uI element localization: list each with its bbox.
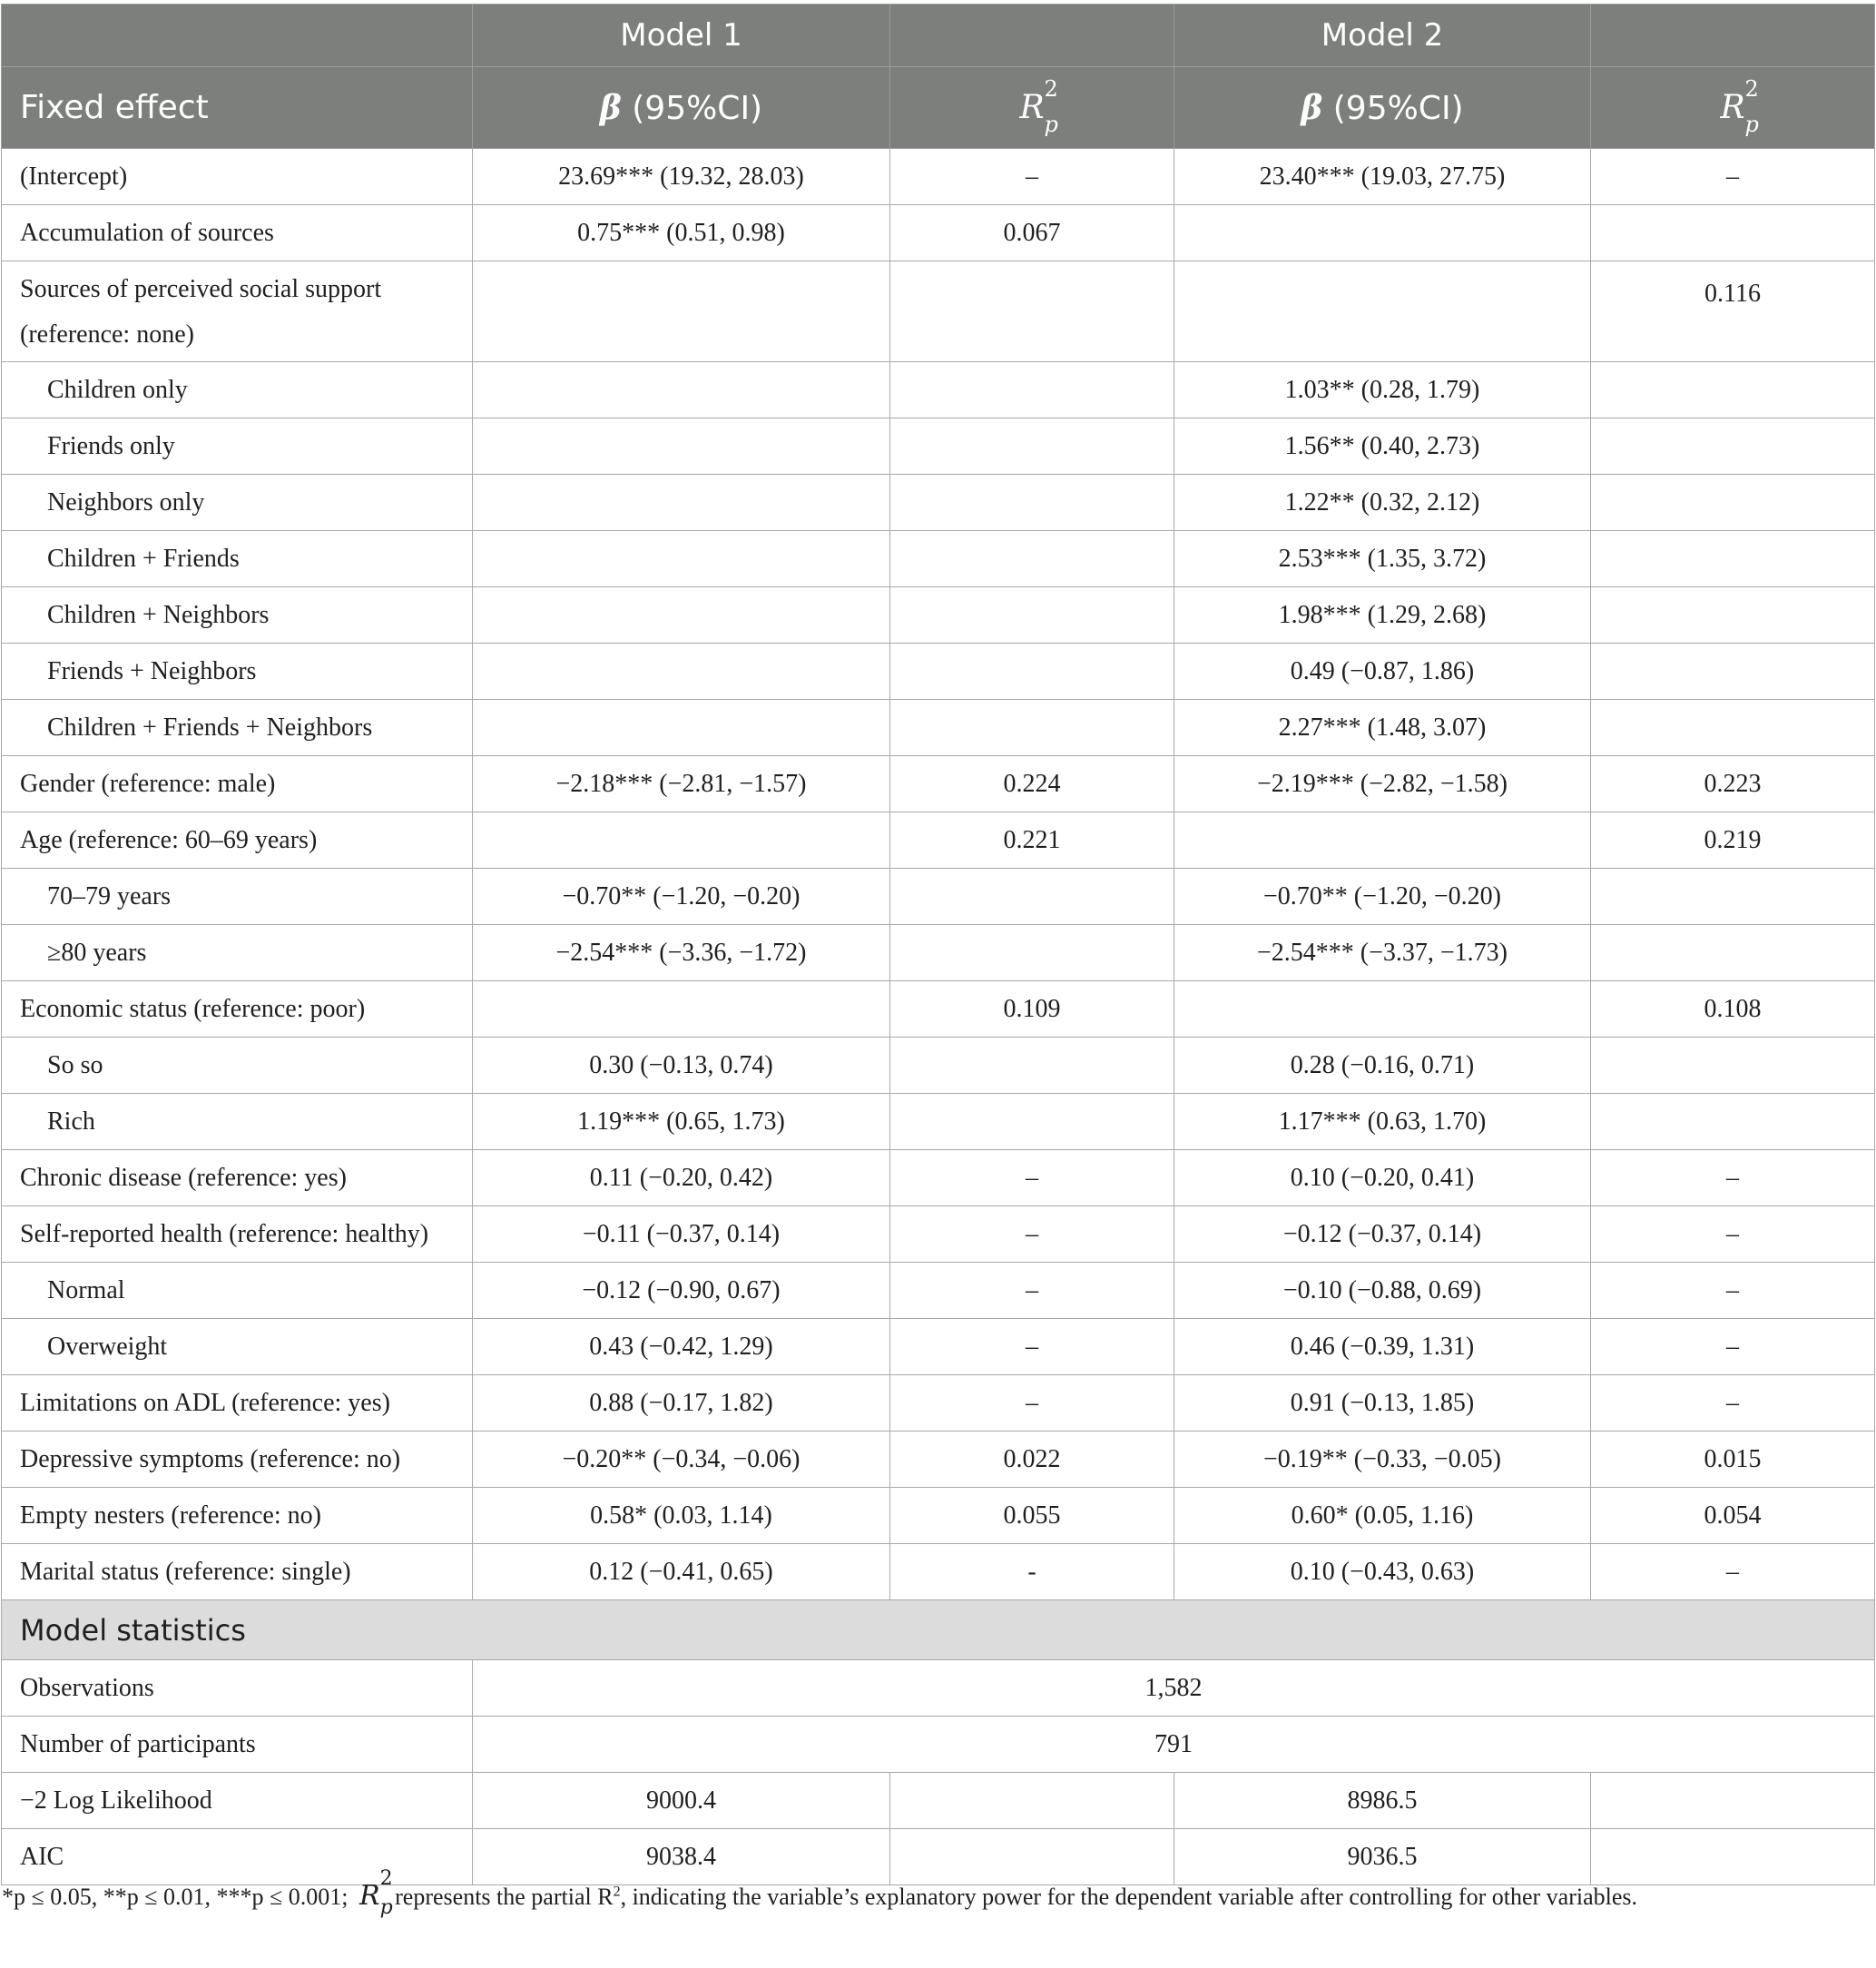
table-row bbox=[2, 1432, 1875, 1488]
footnote-rp-symbol: R 2 p bbox=[359, 1867, 393, 1919]
model1-beta-cell bbox=[473, 475, 890, 531]
row-label bbox=[2, 261, 473, 362]
model2-beta-cell bbox=[1174, 812, 1591, 869]
model1-beta-cell: 0.75*** (0.51, 0.98) bbox=[473, 205, 890, 261]
table-row bbox=[2, 149, 1875, 205]
model1-beta-cell bbox=[473, 812, 890, 869]
table-row bbox=[2, 925, 1875, 981]
model2-rp-cell bbox=[1591, 205, 1875, 261]
model2-rp-cell bbox=[1591, 1038, 1875, 1094]
table-row bbox=[2, 1717, 1875, 1773]
row-label bbox=[2, 1038, 473, 1094]
row-label bbox=[2, 1319, 473, 1375]
model-statistics-body bbox=[2, 1600, 1875, 1885]
model1-rp-cell: – bbox=[890, 1263, 1174, 1319]
model1-rp-cell bbox=[890, 531, 1174, 587]
model2-beta-cell: 1.56** (0.40, 2.73) bbox=[1174, 418, 1591, 475]
row-label bbox=[2, 1544, 473, 1600]
model2-rp-cell: 0.219 bbox=[1591, 812, 1875, 869]
model1-rp-cell: 0.224 bbox=[890, 756, 1174, 812]
model1-beta-cell: 0.12 (−0.41, 0.65) bbox=[473, 1544, 890, 1600]
row-label-text: Marital status (reference: single) bbox=[20, 1557, 351, 1586]
table-row bbox=[2, 261, 1875, 362]
table-footnote bbox=[2, 1867, 1871, 1919]
model1-beta-cell bbox=[473, 362, 890, 418]
regression-table-container bbox=[1, 4, 1874, 1885]
model1-beta-cell: 0.11 (−0.20, 0.42) bbox=[473, 1150, 890, 1206]
row-label-text: Chronic disease (reference: yes) bbox=[20, 1163, 347, 1192]
model1-beta-cell: 0.58* (0.03, 1.14) bbox=[473, 1488, 890, 1544]
model1-beta-cell bbox=[473, 981, 890, 1038]
model1-beta-cell: 0.30 (−0.13, 0.74) bbox=[473, 1038, 890, 1094]
table-row bbox=[2, 644, 1875, 700]
model2-rp-cell bbox=[1591, 700, 1875, 756]
table-row bbox=[2, 531, 1875, 587]
table-row bbox=[2, 1319, 1875, 1375]
fixed-effects-body bbox=[2, 149, 1875, 1600]
observations-label: Observations bbox=[2, 1660, 473, 1717]
model1-rp-cell bbox=[890, 362, 1174, 418]
row-label-text: Children only bbox=[47, 375, 188, 404]
table-row bbox=[2, 1773, 1875, 1829]
model2-beta-cell: 0.49 (−0.87, 1.86) bbox=[1174, 644, 1591, 700]
model1-beta-cell bbox=[473, 418, 890, 475]
row-label-text: Children + Neighbors bbox=[47, 600, 270, 629]
model1-rp-cell: - bbox=[890, 1544, 1174, 1600]
table-row bbox=[2, 205, 1875, 261]
row-label bbox=[2, 205, 473, 261]
model2-beta-cell: 0.46 (−0.39, 1.31) bbox=[1174, 1319, 1591, 1375]
model1-beta-cell: 1.19*** (0.65, 1.73) bbox=[473, 1094, 890, 1150]
model2-beta-cell: −0.19** (−0.33, −0.05) bbox=[1174, 1432, 1591, 1488]
model2-header: Model 2 bbox=[1174, 5, 1591, 67]
model2-beta-cell: −0.10 (−0.88, 0.69) bbox=[1174, 1263, 1591, 1319]
table-row bbox=[2, 869, 1875, 925]
model1-rp-cell bbox=[890, 869, 1174, 925]
table-row bbox=[2, 812, 1875, 869]
model2-rp-cell: – bbox=[1591, 1319, 1875, 1375]
model1-rp-cell: 0.067 bbox=[890, 205, 1174, 261]
table-row bbox=[2, 587, 1875, 644]
fixed-effect-header: Fixed effect bbox=[2, 67, 473, 149]
model1-rp-cell bbox=[890, 261, 1174, 362]
model1-beta-cell: −0.70** (−1.20, −0.20) bbox=[473, 869, 890, 925]
model1-rp-cell: 0.022 bbox=[890, 1432, 1174, 1488]
table-row bbox=[2, 756, 1875, 812]
row-label-text: Children + Friends + Neighbors bbox=[47, 713, 373, 742]
model1-rp-cell bbox=[890, 700, 1174, 756]
model1-rp-cell bbox=[890, 475, 1174, 531]
table-row bbox=[2, 475, 1875, 531]
model1-rp-cell: – bbox=[890, 1206, 1174, 1263]
model2-rp-cell bbox=[1591, 531, 1875, 587]
model1-rp-cell: – bbox=[890, 1150, 1174, 1206]
model2-rp-cell: – bbox=[1591, 1206, 1875, 1263]
model2-rp-cell: – bbox=[1591, 1150, 1875, 1206]
model2-beta-cell: 2.53*** (1.35, 3.72) bbox=[1174, 531, 1591, 587]
empty-header-cell bbox=[1591, 5, 1875, 67]
model1-beta-cell bbox=[473, 261, 890, 362]
model2-rp-cell bbox=[1591, 925, 1875, 981]
model1-beta-cell bbox=[473, 700, 890, 756]
model2-beta-cell: −0.12 (−0.37, 0.14) bbox=[1174, 1206, 1591, 1263]
row-label bbox=[2, 756, 473, 812]
model1-header: Model 1 bbox=[473, 5, 890, 67]
regression-table bbox=[1, 4, 1875, 1885]
model-header-row bbox=[2, 5, 1875, 67]
row-label-text: Economic status (reference: poor) bbox=[20, 994, 366, 1023]
row-label-text: Gender (reference: male) bbox=[20, 769, 276, 798]
row-label-text-line2: (reference: none) bbox=[20, 320, 194, 349]
row-label-text: Neighbors only bbox=[47, 487, 205, 517]
model2-rp-cell bbox=[1591, 587, 1875, 644]
model2-beta-cell: 0.60* (0.05, 1.16) bbox=[1174, 1488, 1591, 1544]
table-row bbox=[2, 700, 1875, 756]
model1-beta-cell bbox=[473, 587, 890, 644]
model2-rp-header: R 2 p bbox=[1591, 67, 1875, 149]
model2-beta-cell: 1.22** (0.32, 2.12) bbox=[1174, 475, 1591, 531]
model2-rp-cell bbox=[1591, 644, 1875, 700]
empty-cell bbox=[890, 1829, 1174, 1885]
model2-rp-cell bbox=[1591, 362, 1875, 418]
row-label bbox=[2, 418, 473, 475]
row-label bbox=[2, 869, 473, 925]
model2-rp-cell: – bbox=[1591, 1375, 1875, 1432]
model2-rp-cell: 0.223 bbox=[1591, 756, 1875, 812]
model1-rp-cell bbox=[890, 1094, 1174, 1150]
model2-beta-cell: 1.17*** (0.63, 1.70) bbox=[1174, 1094, 1591, 1150]
row-label-text: Empty nesters (reference: no) bbox=[20, 1501, 321, 1530]
model1-rp-cell bbox=[890, 644, 1174, 700]
table-row bbox=[2, 981, 1875, 1038]
footnote-significance: *p ≤ 0.05, **p ≤ 0.01, ***p ≤ 0.001; bbox=[2, 1884, 349, 1910]
model1-rp-cell: – bbox=[890, 1319, 1174, 1375]
model2-rp-cell bbox=[1591, 418, 1875, 475]
model2-rp-cell: – bbox=[1591, 1263, 1875, 1319]
model2-rp-cell: 0.015 bbox=[1591, 1432, 1875, 1488]
row-label-text: Friends only bbox=[47, 431, 175, 460]
model2-beta-cell: 0.91 (−0.13, 1.85) bbox=[1174, 1375, 1591, 1432]
model2-beta-cell: −2.54*** (−3.37, −1.73) bbox=[1174, 925, 1591, 981]
row-label-text: Limitations on ADL (reference: yes) bbox=[20, 1388, 390, 1417]
model1-beta-cell: −2.54*** (−3.36, −1.72) bbox=[473, 925, 890, 981]
model2-beta-header: β (95%CI) bbox=[1174, 67, 1591, 149]
table-row bbox=[2, 1038, 1875, 1094]
model1-beta-cell: −0.12 (−0.90, 0.67) bbox=[473, 1263, 890, 1319]
aic-model2: 9036.5 bbox=[1174, 1829, 1591, 1885]
model1-beta-cell: −0.11 (−0.37, 0.14) bbox=[473, 1206, 890, 1263]
row-label-text: Normal bbox=[47, 1275, 125, 1304]
empty-cell bbox=[890, 1773, 1174, 1829]
model1-beta-header: β (95%CI) bbox=[473, 67, 890, 149]
row-label bbox=[2, 362, 473, 418]
row-label-text: Sources of perceived social support bbox=[20, 275, 382, 303]
row-label bbox=[2, 1094, 473, 1150]
model1-rp-cell: 0.109 bbox=[890, 981, 1174, 1038]
row-label-text: ≥80 years bbox=[47, 938, 147, 967]
footnote-text-before: represents the partial R bbox=[395, 1884, 614, 1910]
model1-rp-cell: 0.055 bbox=[890, 1488, 1174, 1544]
row-label-text: (Intercept) bbox=[20, 162, 128, 191]
model1-rp-cell bbox=[890, 925, 1174, 981]
model2-beta-cell: 0.28 (−0.16, 0.71) bbox=[1174, 1038, 1591, 1094]
row-label-text: Age (reference: 60–69 years) bbox=[20, 825, 318, 854]
model2-beta-cell: −0.70** (−1.20, −0.20) bbox=[1174, 869, 1591, 925]
table-row bbox=[2, 362, 1875, 418]
row-label bbox=[2, 700, 473, 756]
row-label bbox=[2, 1150, 473, 1206]
table-row bbox=[2, 1660, 1875, 1717]
participants-label: Number of participants bbox=[2, 1717, 473, 1773]
model1-beta-cell: −0.20** (−0.34, −0.06) bbox=[473, 1432, 890, 1488]
row-label bbox=[2, 812, 473, 869]
model2-beta-cell: 23.40*** (19.03, 27.75) bbox=[1174, 149, 1591, 205]
row-label-text: 70–79 years bbox=[47, 881, 172, 910]
model1-rp-cell bbox=[890, 418, 1174, 475]
model2-rp-cell: 0.054 bbox=[1591, 1488, 1875, 1544]
empty-header-cell bbox=[890, 5, 1174, 67]
row-label bbox=[2, 587, 473, 644]
model2-rp-cell: – bbox=[1591, 149, 1875, 205]
row-label bbox=[2, 475, 473, 531]
observations-value: 1,582 bbox=[473, 1660, 1875, 1717]
model1-rp-cell bbox=[890, 587, 1174, 644]
model2-beta-cell bbox=[1174, 205, 1591, 261]
row-label-text: Self-reported health (reference: healthy) bbox=[20, 1219, 429, 1248]
table-row bbox=[2, 1829, 1875, 1885]
table-row bbox=[2, 1375, 1875, 1432]
footnote-r2-sup: 2 bbox=[613, 1884, 621, 1900]
row-label bbox=[2, 925, 473, 981]
model2-rp-cell: – bbox=[1591, 1544, 1875, 1600]
row-label bbox=[2, 1375, 473, 1432]
participants-value: 791 bbox=[473, 1717, 1875, 1773]
table-row bbox=[2, 1488, 1875, 1544]
model2-rp-cell bbox=[1591, 869, 1875, 925]
empty-header-cell bbox=[2, 5, 473, 67]
loglik-model2: 8986.5 bbox=[1174, 1773, 1591, 1829]
model2-beta-cell: 1.03** (0.28, 1.79) bbox=[1174, 362, 1591, 418]
model1-rp-cell bbox=[890, 1038, 1174, 1094]
model2-beta-cell: 0.10 (−0.20, 0.41) bbox=[1174, 1150, 1591, 1206]
model1-beta-cell: 23.69*** (19.32, 28.03) bbox=[473, 149, 890, 205]
table-row bbox=[2, 1263, 1875, 1319]
row-label bbox=[2, 531, 473, 587]
model2-beta-cell: −2.19*** (−2.82, −1.58) bbox=[1174, 756, 1591, 812]
model1-beta-cell bbox=[473, 644, 890, 700]
table-row bbox=[2, 418, 1875, 475]
loglik-model1: 9000.4 bbox=[473, 1773, 890, 1829]
table-row bbox=[2, 1206, 1875, 1263]
row-label bbox=[2, 1432, 473, 1488]
model2-beta-cell: 0.10 (−0.43, 0.63) bbox=[1174, 1544, 1591, 1600]
model1-rp-cell: – bbox=[890, 1375, 1174, 1432]
model2-rp-cell: 0.108 bbox=[1591, 981, 1875, 1038]
model2-rp-cell bbox=[1591, 475, 1875, 531]
table-row bbox=[2, 1544, 1875, 1600]
table-row bbox=[2, 1150, 1875, 1206]
empty-cell bbox=[1591, 1829, 1875, 1885]
model-statistics-title: Model statistics bbox=[2, 1600, 1875, 1660]
row-label-text: Rich bbox=[47, 1107, 95, 1136]
model-statistics-section-row bbox=[2, 1600, 1875, 1660]
column-header-row bbox=[2, 67, 1875, 149]
row-label-text: Accumulation of sources bbox=[20, 218, 274, 247]
model1-rp-header: R 2 p bbox=[890, 67, 1174, 149]
model2-beta-cell: 2.27*** (1.48, 3.07) bbox=[1174, 700, 1591, 756]
model1-beta-cell: 0.43 (−0.42, 1.29) bbox=[473, 1319, 890, 1375]
row-label bbox=[2, 644, 473, 700]
loglik-label: −2 Log Likelihood bbox=[2, 1773, 473, 1829]
model1-beta-cell: −2.18*** (−2.81, −1.57) bbox=[473, 756, 890, 812]
model2-rp-cell bbox=[1591, 1094, 1875, 1150]
row-label bbox=[2, 1206, 473, 1263]
row-label bbox=[2, 1488, 473, 1544]
model1-beta-cell bbox=[473, 531, 890, 587]
model2-beta-cell: 1.98*** (1.29, 2.68) bbox=[1174, 587, 1591, 644]
model2-beta-cell bbox=[1174, 981, 1591, 1038]
model2-beta-cell bbox=[1174, 261, 1591, 362]
row-label-text: Friends + Neighbors bbox=[47, 656, 257, 685]
row-label bbox=[2, 149, 473, 205]
aic-label: AIC bbox=[2, 1829, 473, 1885]
model1-beta-cell: 0.88 (−0.17, 1.82) bbox=[473, 1375, 890, 1432]
aic-model1: 9038.4 bbox=[473, 1829, 890, 1885]
table-row bbox=[2, 1094, 1875, 1150]
row-label bbox=[2, 1263, 473, 1319]
row-label-text: Children + Friends bbox=[47, 544, 240, 573]
row-label-text: Overweight bbox=[47, 1332, 168, 1361]
row-label-text: Depressive symptoms (reference: no) bbox=[20, 1444, 401, 1473]
row-label-text: So so bbox=[47, 1050, 103, 1079]
model1-rp-cell: 0.221 bbox=[890, 812, 1174, 869]
footnote-text-after: , indicating the variable’s explanatory power for the dependent variable after controlling for other variables. bbox=[620, 1884, 1638, 1910]
model1-rp-cell: – bbox=[890, 149, 1174, 205]
empty-cell bbox=[1591, 1773, 1875, 1829]
model2-rp-cell: 0.116 bbox=[1591, 261, 1875, 362]
row-label bbox=[2, 981, 473, 1038]
